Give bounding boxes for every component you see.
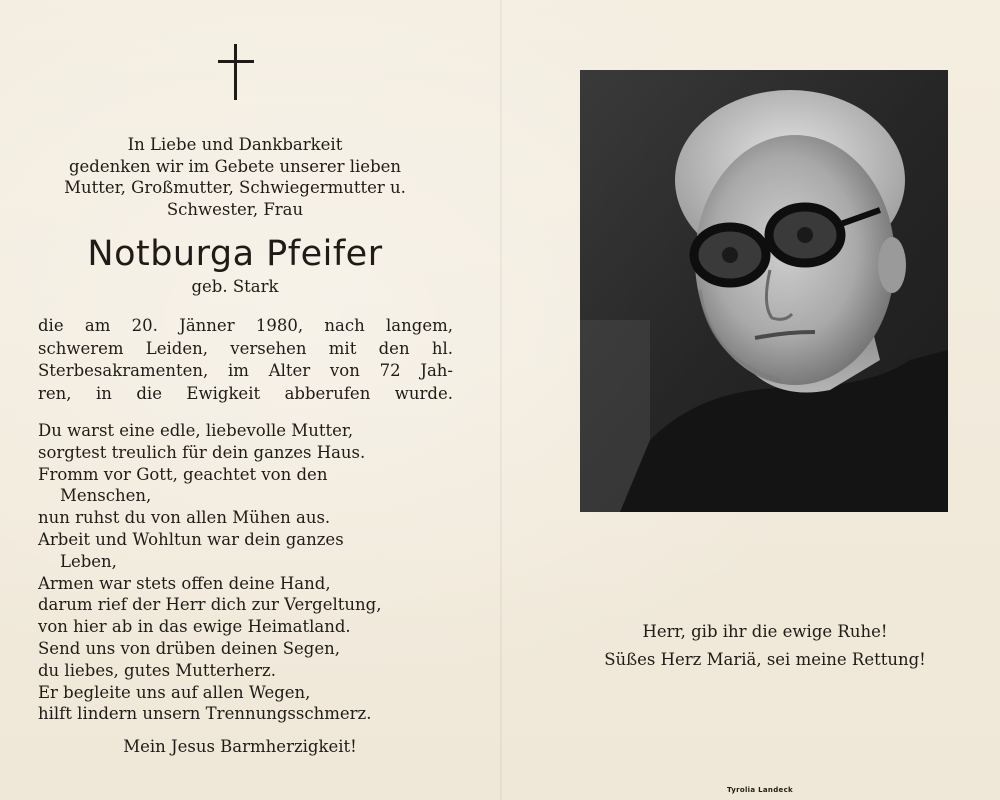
- poem-line: sorgtest treulich für dein ganzes Haus.: [38, 442, 366, 462]
- portrait-image: [580, 70, 948, 512]
- poem-line: Leben,: [60, 551, 117, 571]
- poem-line: Du warst eine edle, liebevolle Mutter,: [38, 421, 354, 440]
- printer-credit: Tyrolia Landeck: [727, 786, 793, 794]
- death-notice: [38, 315, 453, 405]
- poem-line: Send uns von drüben deinen Segen,: [38, 638, 341, 658]
- death-line: ren, in die Ewigkeit abberufen wurde.: [38, 383, 453, 403]
- poem-line: von hier ab in das ewige Heimatland.: [38, 617, 351, 637]
- left-panel: [20, 0, 460, 800]
- death-line: Sterbesakramenten, im Alter von 72 Jah-: [38, 361, 453, 380]
- maiden-name: geb. Stark: [191, 277, 279, 296]
- death-line: die am 20. Jänner 1980, nach langem,: [38, 316, 453, 335]
- poem-line: Menschen,: [60, 486, 152, 506]
- prayer-lines: [540, 618, 990, 674]
- intro-line: gedenken wir im Gebete unserer lieben: [68, 156, 402, 176]
- cross-icon: [216, 44, 256, 100]
- intro-line: Schwester, Frau: [166, 199, 304, 219]
- poem-line: Fromm vor Gott, geachtet von den: [38, 464, 328, 484]
- poem-line: darum rief der Herr dich zur Vergeltung,: [38, 595, 382, 615]
- poem-line: nun ruhst du von allen Mühen aus.: [38, 508, 331, 528]
- card-fold: [500, 0, 502, 800]
- prayer-line: Süßes Herz Mariä, sei meine Rettung!: [604, 650, 926, 669]
- poem-line: Er begleite uns auf allen Wegen,: [38, 682, 311, 702]
- closing-prayer: Mein Jesus Barmherzigkeit!: [123, 737, 357, 756]
- poem-line: hilft lindern unsern Trennungsschmerz.: [38, 704, 372, 724]
- memorial-poem: [38, 420, 458, 725]
- intro-text: [20, 134, 450, 220]
- poem-line: Armen war stets offen deine Hand,: [38, 573, 331, 593]
- prayer-line: Herr, gib ihr die ewige Ruhe!: [642, 622, 888, 641]
- intro-line: Mutter, Großmutter, Schwiegermutter u.: [64, 178, 406, 197]
- deceased-name: Notburga Pfeifer: [87, 234, 383, 274]
- poem-line: du liebes, gutes Mutterherz.: [38, 660, 276, 680]
- death-line: schwerem Leiden, versehen mit den hl.: [38, 338, 453, 358]
- portrait-photo: [580, 70, 948, 512]
- intro-line: In Liebe und Dankbarkeit: [127, 135, 343, 154]
- poem-line: Arbeit und Wohltun war dein ganzes: [38, 529, 344, 549]
